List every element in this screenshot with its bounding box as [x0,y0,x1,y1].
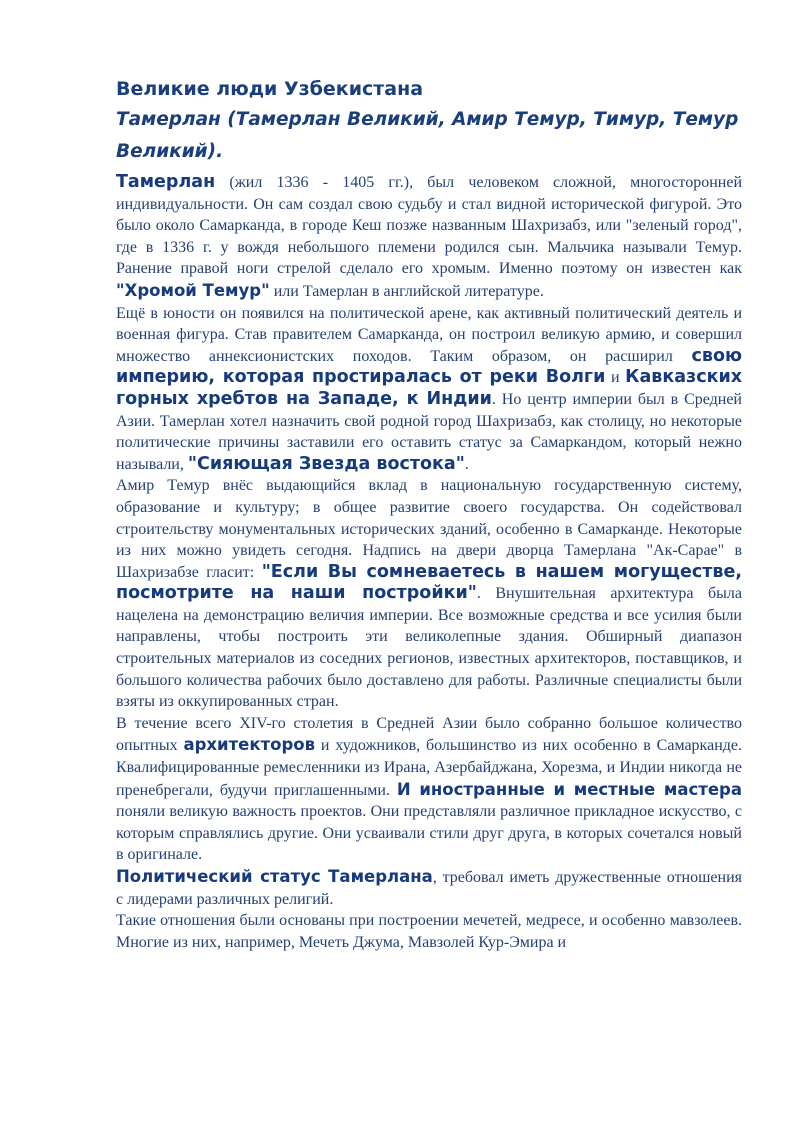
document-page [116,76,742,953]
text-run: Амир Темур внёс выдающийся вклад в национальную государственную систему, образование и культуру; в общее развитие своего государства. Он содействовал строительству монументальных исторических зданий, особенно в Самарканде. Некоторые из них можно увидеть сегодня. Надпись на двери дворца Тамерлана "Ак-Сарае" в Шахризабзе гласит: [116,477,742,581]
text-run: . Но центр империи был в Средней Азии. Тамерлан хотел назначить свой родной город Шахризабз, как столицу, но некоторые политические причины заставили его оставить статус за Самаркандом, который нежно называли, [116,390,742,473]
text-run: Такие отношения были основаны при построении мечетей, медресе, и особенно мавзолеев. Многие из них, например, Мечеть Джума, Мавзолей Кур-Эмира и [116,912,742,951]
text-run: или Тамерлан в английской литературе. [269,282,544,300]
bold-phrase: свою империю, которая простиралась от реки Волги [116,345,742,388]
text-run: , требовал иметь дружественные отношения с лидерами различных религий. [116,869,742,908]
paragraph-1 [116,172,742,303]
text-run: поняли великую важность проектов. Они представляли различное прикладное искусство, с которым справлялись другие. Они усваивали стили друг друга, в которых сочетался новый в оригинале. [116,803,742,864]
bold-phrase: архитекторов [183,735,316,755]
text-run: и [605,369,626,387]
text-run: (жил 1336 - 1405 гг.), был человеком сложной, многосторонней индивидуальности. Он сам создал свою судьбу и стал видной исторической фигурой. Это было около Самарканда, в городе Кеш позже названным Шахризабз, или "зеленый город", где в 1336 г. у вождя небольшого племени родился сын. Мальчика называли Темур. Ранение правой ноги стрелой сделало его хромым. Именно поэтому он известен как [116,174,742,278]
paragraph-6 [116,910,742,953]
text-run: и художников, большинство из них особенно в Самарканде. Квалифицированные ремесленники из Ирана, Азербайджана, Хорезма, и Индии никогда не пренебрегали, будучи приглашенными. [116,737,742,799]
bold-phrase: Политический статус Тамерлана [116,867,433,886]
bold-phrase: "Хромой Темур" [116,280,270,300]
text-run: . Внушительная архитектура была нацелена на демонстрацию величия империи. Все возможные средства и все усилия были направлены, чтобы построить эти великолепные здания. Обширный диапазон строительных материалов из соседних регионов, известных архитекторов, поставщиков, и большого количества рабочих было доставлено для работы. Различные специалисты были взяты из оккупированных стран. [116,585,742,711]
document-subheading: Тамерлан (Тамерлан Великий, Амир Темур, Тимур, Темур Великий). [116,109,739,162]
paragraph-5 [116,866,742,910]
bold-phrase: "Сияющая Звезда востока" [187,453,465,474]
bold-phrase: Тамерлан [116,172,216,192]
paragraph-2 [116,303,742,476]
bold-phrase: Кавказских горных хребтов на Западе, к Индии [116,367,743,409]
bold-phrase: И иностранные и местные мастера [396,779,742,799]
text-run: . [464,455,469,473]
bold-phrase: "Если Вы сомневаетесь в нашем могуществе, посмотрите на наши постройки" [116,561,743,604]
document-heading: Великие люди Узбекистана [116,78,424,100]
paragraph-3 [116,475,742,713]
text-run: Ещё в юности он появился на политической арене, как активный политический деятель и военная фигура. Став правителем Самарканда, он построил великую армию, и совершил множество аннексионистских походов. Таким образом, он расширил [116,304,742,365]
text-run: В течение всего XIV-го столетия в Средней Азии было собранно большое количество опытных [116,714,742,755]
paragraph-4 [116,713,742,866]
